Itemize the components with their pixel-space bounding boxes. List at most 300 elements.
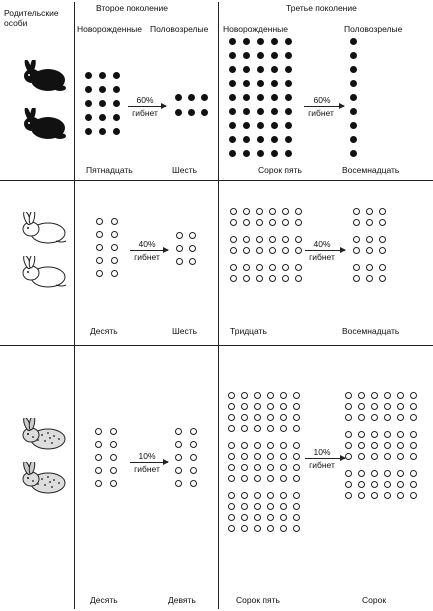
individual-dot — [345, 481, 352, 488]
individual-dot — [269, 247, 276, 254]
individual-dot — [175, 454, 182, 461]
individual-dot — [96, 270, 103, 277]
white-rabbit-icon — [18, 256, 70, 290]
individual-dot — [85, 72, 92, 79]
individual-dot — [99, 86, 106, 93]
individual-dot — [241, 525, 248, 532]
individual-dot — [345, 492, 352, 499]
third-gen-header: Третье поколение — [286, 3, 357, 13]
individual-dot — [410, 492, 417, 499]
third-gen-newborn-header: Новорожденные — [223, 24, 288, 34]
individual-dot — [96, 257, 103, 264]
individual-dot — [111, 231, 118, 238]
individual-dot — [271, 108, 278, 115]
black-rabbit-icon — [20, 108, 70, 142]
dies-label: гибнет — [308, 108, 334, 118]
individual-dot — [410, 453, 417, 460]
individual-dot — [285, 52, 292, 59]
count-label: Шесть — [172, 165, 198, 175]
individual-dot — [295, 236, 302, 243]
individual-dot — [271, 94, 278, 101]
individual-dot — [384, 442, 391, 449]
individual-dot — [358, 453, 365, 460]
individual-dot — [96, 231, 103, 238]
individual-dot — [254, 425, 261, 432]
individual-dot — [358, 431, 365, 438]
individual-dot — [295, 208, 302, 215]
individual-dot — [254, 464, 261, 471]
individual-dot — [285, 150, 292, 157]
individual-dot — [230, 264, 237, 271]
individual-dot — [229, 122, 236, 129]
individual-dot — [295, 275, 302, 282]
individual-dot — [256, 247, 263, 254]
second-gen-newborn-header: Новорожденные — [77, 24, 142, 34]
individual-dot — [257, 52, 264, 59]
individual-dot — [293, 442, 300, 449]
individual-dot — [257, 94, 264, 101]
individual-dot — [254, 453, 261, 460]
individual-dot — [269, 219, 276, 226]
individual-dot — [241, 442, 248, 449]
individual-dot — [190, 428, 197, 435]
individual-dot — [345, 414, 352, 421]
count-label: Сорок пять — [236, 595, 280, 605]
individual-dot — [280, 442, 287, 449]
individual-dot — [410, 481, 417, 488]
individual-dot — [269, 275, 276, 282]
individual-dot — [241, 453, 248, 460]
individual-dot — [85, 100, 92, 107]
individual-dot — [175, 428, 182, 435]
dies-label: гибнет — [309, 252, 335, 262]
individual-dot — [99, 114, 106, 121]
individual-dot — [384, 453, 391, 460]
individual-dot — [229, 66, 236, 73]
individual-dot — [267, 425, 274, 432]
individual-dot — [256, 275, 263, 282]
individual-dot — [353, 208, 360, 215]
individual-dot — [254, 492, 261, 499]
arrow-icon — [305, 458, 345, 459]
divider-row2 — [0, 345, 433, 346]
individual-dot — [285, 122, 292, 129]
individual-dot — [410, 403, 417, 410]
individual-dot — [256, 264, 263, 271]
individual-dot — [241, 464, 248, 471]
individual-dot — [384, 470, 391, 477]
individual-dot — [384, 481, 391, 488]
individual-dot — [350, 52, 357, 59]
individual-dot — [280, 503, 287, 510]
individual-dot — [353, 219, 360, 226]
individual-dot — [257, 66, 264, 73]
individual-dot — [267, 525, 274, 532]
individual-dot — [397, 453, 404, 460]
individual-dot — [113, 100, 120, 107]
individual-dot — [113, 114, 120, 121]
individual-dot — [201, 109, 208, 116]
individual-dot — [293, 514, 300, 521]
count-label: Тридцать — [230, 326, 267, 336]
individual-dot — [254, 442, 261, 449]
individual-dot — [243, 80, 250, 87]
individual-dot — [295, 219, 302, 226]
individual-dot — [228, 514, 235, 521]
individual-dot — [280, 514, 287, 521]
individual-dot — [293, 425, 300, 432]
individual-dot — [271, 136, 278, 143]
individual-dot — [99, 128, 106, 135]
individual-dot — [371, 470, 378, 477]
individual-dot — [228, 442, 235, 449]
individual-dot — [229, 94, 236, 101]
individual-dot — [267, 453, 274, 460]
individual-dot — [384, 414, 391, 421]
individual-dot — [280, 414, 287, 421]
individual-dot — [379, 236, 386, 243]
individual-dot — [256, 219, 263, 226]
individual-dot — [243, 52, 250, 59]
individual-dot — [267, 514, 274, 521]
individual-dot — [190, 480, 197, 487]
individual-dot — [280, 525, 287, 532]
individual-dot — [379, 264, 386, 271]
individual-dot — [243, 94, 250, 101]
individual-dot — [243, 275, 250, 282]
individual-dot — [110, 480, 117, 487]
individual-dot — [228, 503, 235, 510]
individual-dot — [243, 38, 250, 45]
individual-dot — [254, 414, 261, 421]
individual-dot — [280, 492, 287, 499]
individual-dot — [110, 441, 117, 448]
individual-dot — [366, 275, 373, 282]
individual-dot — [271, 66, 278, 73]
mortality-percent: 40% — [138, 239, 156, 249]
dies-label: гибнет — [134, 464, 160, 474]
individual-dot — [230, 275, 237, 282]
arrow-icon — [128, 106, 166, 107]
individual-dot — [267, 492, 274, 499]
individual-dot — [241, 514, 248, 521]
individual-dot — [379, 219, 386, 226]
individual-dot — [267, 464, 274, 471]
individual-dot — [85, 128, 92, 135]
individual-dot — [282, 208, 289, 215]
individual-dot — [269, 236, 276, 243]
individual-dot — [99, 100, 106, 107]
dies-label: гибнет — [309, 460, 335, 470]
individual-dot — [379, 208, 386, 215]
individual-dot — [230, 236, 237, 243]
individual-dot — [293, 503, 300, 510]
individual-dot — [358, 414, 365, 421]
individual-dot — [175, 441, 182, 448]
individual-dot — [371, 481, 378, 488]
individual-dot — [257, 38, 264, 45]
individual-dot — [228, 392, 235, 399]
individual-dot — [243, 208, 250, 215]
second-gen-header: Второе поколение — [96, 3, 168, 13]
individual-dot — [189, 245, 196, 252]
individual-dot — [257, 136, 264, 143]
individual-dot — [350, 136, 357, 143]
individual-dot — [241, 475, 248, 482]
individual-dot — [175, 94, 182, 101]
individual-dot — [95, 454, 102, 461]
individual-dot — [293, 475, 300, 482]
individual-dot — [241, 392, 248, 399]
individual-dot — [353, 275, 360, 282]
individual-dot — [267, 442, 274, 449]
individual-dot — [345, 442, 352, 449]
individual-dot — [353, 247, 360, 254]
individual-dot — [350, 80, 357, 87]
individual-dot — [358, 442, 365, 449]
individual-dot — [254, 514, 261, 521]
mortality-percent: 40% — [313, 239, 331, 249]
count-label: Пятнадцать — [86, 165, 133, 175]
individual-dot — [384, 392, 391, 399]
individual-dot — [280, 392, 287, 399]
count-label: Десять — [90, 595, 118, 605]
individual-dot — [350, 94, 357, 101]
individual-dot — [229, 150, 236, 157]
individual-dot — [241, 503, 248, 510]
individual-dot — [95, 480, 102, 487]
count-label: Девять — [168, 595, 196, 605]
individual-dot — [229, 108, 236, 115]
individual-dot — [111, 257, 118, 264]
count-label: Восемнадцать — [342, 165, 400, 175]
individual-dot — [188, 109, 195, 116]
individual-dot — [293, 392, 300, 399]
individual-dot — [85, 114, 92, 121]
individual-dot — [243, 150, 250, 157]
individual-dot — [371, 453, 378, 460]
arrow-icon — [130, 250, 168, 251]
individual-dot — [397, 481, 404, 488]
individual-dot — [285, 136, 292, 143]
individual-dot — [280, 425, 287, 432]
individual-dot — [256, 208, 263, 215]
individual-dot — [345, 403, 352, 410]
individual-dot — [257, 122, 264, 129]
individual-dot — [366, 208, 373, 215]
individual-dot — [345, 431, 352, 438]
individual-dot — [371, 442, 378, 449]
individual-dot — [95, 441, 102, 448]
individual-dot — [241, 425, 248, 432]
individual-dot — [96, 218, 103, 225]
individual-dot — [243, 122, 250, 129]
individual-dot — [228, 453, 235, 460]
individual-dot — [95, 467, 102, 474]
individual-dot — [280, 453, 287, 460]
individual-dot — [85, 86, 92, 93]
arrow-icon — [130, 462, 168, 463]
individual-dot — [293, 464, 300, 471]
individual-dot — [366, 236, 373, 243]
individual-dot — [410, 470, 417, 477]
dies-label: гибнет — [134, 252, 160, 262]
individual-dot — [358, 481, 365, 488]
third-gen-mature-header: Половозрелые — [344, 24, 403, 34]
mortality-percent: 60% — [313, 95, 331, 105]
individual-dot — [267, 414, 274, 421]
individual-dot — [189, 258, 196, 265]
individual-dot — [241, 492, 248, 499]
white-rabbit-icon — [18, 212, 70, 246]
individual-dot — [371, 414, 378, 421]
individual-dot — [243, 264, 250, 271]
individual-dot — [113, 128, 120, 135]
individual-dot — [267, 403, 274, 410]
individual-dot — [241, 403, 248, 410]
individual-dot — [189, 232, 196, 239]
individual-dot — [371, 492, 378, 499]
count-label: Сорок пять — [258, 165, 302, 175]
individual-dot — [254, 403, 261, 410]
individual-dot — [410, 414, 417, 421]
individual-dot — [285, 80, 292, 87]
individual-dot — [201, 94, 208, 101]
individual-dot — [230, 208, 237, 215]
individual-dot — [285, 66, 292, 73]
individual-dot — [384, 403, 391, 410]
individual-dot — [271, 52, 278, 59]
individual-dot — [99, 72, 106, 79]
count-label: Десять — [90, 326, 118, 336]
individual-dot — [257, 80, 264, 87]
individual-dot — [350, 122, 357, 129]
individual-dot — [228, 464, 235, 471]
individual-dot — [285, 108, 292, 115]
individual-dot — [257, 108, 264, 115]
individual-dot — [350, 66, 357, 73]
individual-dot — [293, 414, 300, 421]
count-label: Шесть — [172, 326, 198, 336]
individual-dot — [271, 38, 278, 45]
individual-dot — [175, 467, 182, 474]
count-label: Сорок — [362, 595, 387, 605]
individual-dot — [257, 150, 264, 157]
individual-dot — [267, 475, 274, 482]
black-rabbit-icon — [20, 60, 70, 94]
divider-parents — [74, 2, 75, 609]
individual-dot — [271, 150, 278, 157]
individual-dot — [366, 247, 373, 254]
arrow-icon — [304, 106, 344, 107]
individual-dot — [110, 428, 117, 435]
individual-dot — [397, 470, 404, 477]
individual-dot — [190, 467, 197, 474]
divider-generations — [218, 2, 219, 609]
individual-dot — [176, 258, 183, 265]
individual-dot — [358, 392, 365, 399]
individual-dot — [95, 428, 102, 435]
individual-dot — [230, 247, 237, 254]
individual-dot — [267, 503, 274, 510]
individual-dot — [228, 525, 235, 532]
individual-dot — [397, 442, 404, 449]
individual-dot — [353, 264, 360, 271]
individual-dot — [241, 414, 248, 421]
individual-dot — [379, 247, 386, 254]
individual-dot — [397, 403, 404, 410]
individual-dot — [282, 275, 289, 282]
individual-dot — [293, 453, 300, 460]
individual-dot — [345, 453, 352, 460]
individual-dot — [397, 431, 404, 438]
individual-dot — [397, 492, 404, 499]
individual-dot — [358, 403, 365, 410]
individual-dot — [293, 492, 300, 499]
individual-dot — [111, 218, 118, 225]
individual-dot — [243, 108, 250, 115]
individual-dot — [267, 392, 274, 399]
individual-dot — [243, 236, 250, 243]
individual-dot — [280, 475, 287, 482]
individual-dot — [371, 392, 378, 399]
arrow-icon — [305, 250, 345, 251]
individual-dot — [280, 403, 287, 410]
individual-dot — [371, 431, 378, 438]
individual-dot — [271, 80, 278, 87]
individual-dot — [269, 208, 276, 215]
individual-dot — [254, 525, 261, 532]
individual-dot — [345, 470, 352, 477]
individual-dot — [293, 403, 300, 410]
individual-dot — [228, 403, 235, 410]
individual-dot — [256, 236, 263, 243]
individual-dot — [271, 122, 278, 129]
individual-dot — [111, 270, 118, 277]
individual-dot — [282, 236, 289, 243]
individual-dot — [366, 219, 373, 226]
individual-dot — [243, 66, 250, 73]
mortality-percent: 60% — [136, 95, 154, 105]
individual-dot — [243, 219, 250, 226]
individual-dot — [176, 245, 183, 252]
individual-dot — [410, 431, 417, 438]
divider-row1 — [0, 180, 433, 181]
individual-dot — [397, 414, 404, 421]
individual-dot — [175, 109, 182, 116]
individual-dot — [282, 264, 289, 271]
individual-dot — [254, 392, 261, 399]
individual-dot — [384, 431, 391, 438]
individual-dot — [190, 441, 197, 448]
individual-dot — [280, 464, 287, 471]
individual-dot — [353, 236, 360, 243]
individual-dot — [350, 150, 357, 157]
individual-dot — [410, 392, 417, 399]
individual-dot — [295, 264, 302, 271]
second-gen-mature-header: Половозрелые — [150, 24, 209, 34]
individual-dot — [295, 247, 302, 254]
individual-dot — [96, 244, 103, 251]
individual-dot — [229, 136, 236, 143]
individual-dot — [228, 425, 235, 432]
mortality-percent: 10% — [138, 451, 156, 461]
individual-dot — [379, 275, 386, 282]
individual-dot — [228, 475, 235, 482]
individual-dot — [293, 525, 300, 532]
individual-dot — [254, 475, 261, 482]
individual-dot — [176, 232, 183, 239]
